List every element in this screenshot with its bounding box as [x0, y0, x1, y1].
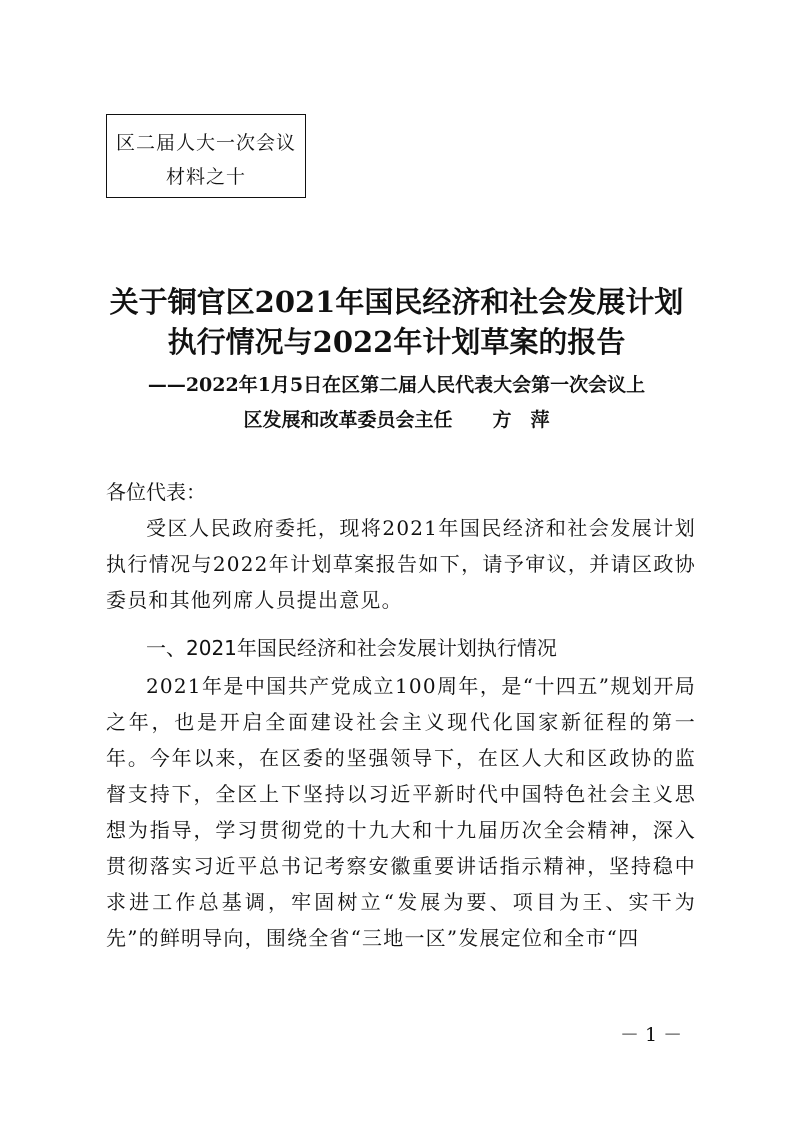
speaker-name: 方 萍 [492, 409, 550, 431]
page-number: － 1 － [620, 1024, 683, 1046]
report-title-line1: 关于铜官区2021年国民经济和社会发展计划 [109, 285, 684, 319]
report-subtitle-speaker [60, 405, 733, 432]
section-heading-1: 一、2021年国民经济和社会发展计划执行情况 [146, 636, 557, 660]
material-label-box [106, 114, 306, 198]
salutation: 各位代表： [106, 480, 206, 504]
material-label-line1: 区二届人大一次会议 [115, 132, 296, 154]
report-title-line2: 执行情况与2022年计划草案的报告 [167, 325, 626, 359]
speaker-role: 区发展和改革委员会主任 [243, 409, 453, 431]
paragraph-section-1: 2021年是中国共产党成立100周年，是“十四五”规划开局之年，也是开启全面建设社会主义现代化国家新征程的第一年。今年以来，在区委的坚强领导下，在区人大和区政协的监督支持下，全区上下坚持以习近平新时代中国特色社会主义思想为指导，学习贯彻党的十九大和十九届历次全会精神，深入贯彻落实习近平总书记考察安徽重要讲话指示精神，坚持稳中求进工作总基调，牢固树立“发展为要、项目为王、实干为先”的鲜明导向，围绕全省“三地一区”发展定位和全市“四 [106, 674, 696, 950]
paragraph-intro: 受区人民政府委托，现将2021年国民经济和社会发展计划执行情况与2022年计划草案报告如下，请予审议，并请区政协委员和其他列席人员提出意见。 [106, 516, 696, 612]
material-label-line2: 材料之十 [165, 166, 246, 188]
report-subtitle-date: ——2022年1月5日在区第二届人民代表大会第一次会议上 [147, 374, 646, 396]
